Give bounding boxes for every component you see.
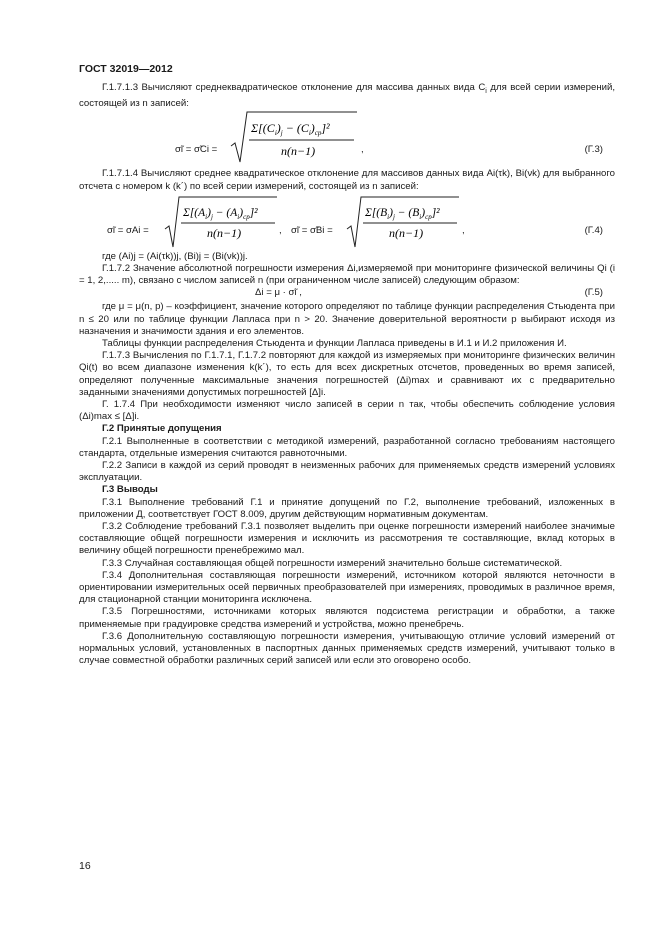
paragraph-g1714: Г.1.7.1.4 Вычисляют среднее квадратическое отклонение для массивов данных вида Ai(τk), Bi(νk) для выбранного отсчета с номером k (k´) по всей серии измерений, состоящей из n записей:: [79, 168, 615, 192]
paragraph-tables: Таблицы функции распределения Стьюдента и функции Лапласа приведены в И.1 и И.2 приложения И.: [102, 337, 567, 349]
document-body: [79, 82, 615, 667]
formula-g3-lhs: σ̃i = σ̃Ci =: [175, 144, 218, 156]
svg-text:n(n−1): n(n−1): [207, 225, 242, 240]
formula-g4-radical-b: [345, 195, 461, 251]
formula-g3: σ̃i = σ̃Ci = $\Sigma[(C_i)_j - (C_i)_{ср}]^2$ n(n−1) , (Г.3): [79, 110, 615, 168]
formula-g4-lhs-a: σ̃i = σAi =: [107, 224, 149, 236]
paragraph-g172: Г.1.7.2 Значение абсолютной погрешности измерения Δi,измеряемой при мониторинге физической величины Qi (i = 1, 2,..... m), связано с числом записей n (при ограниченном числе записей) следующим образом:: [79, 262, 615, 287]
svg-text:Σ[(Ci)j − (Ci)ср]²: $\Sigma[(C_i)_j - (C_i)_{ср}]^2$: [251, 121, 330, 138]
paragraph-g22: Г.2.2 Записи в каждой из серий проводят в неизменных рабочих для применяемых средств измерений условиях эксплуатации.: [79, 459, 615, 484]
paragraph-g35: Г.3.5 Погрешностями, источниками которых являются подсистема регистрации и обработки, а также применяемые при градуировке средства измерений и устройства, можно пренебречь.: [79, 606, 615, 630]
svg-text:Σ[(Bi)j − (Bi)ср]²: $\Sigma[(B_i)_j - (B_i)_{ср}]^2$: [365, 206, 440, 221]
formula-g4-lhs-b: σ̃i = σ̃Bi =: [291, 224, 333, 236]
paragraph-g33: Г.3.3 Случайная составляющая общей погрешности измерений значительно больше систематической.: [102, 557, 563, 569]
paragraph-where-ab: где (Ai)j = (Ai(τk))j, (Bi)j = (Bi(νk))j.: [102, 250, 248, 262]
svg-text:Σ[(Ai)j − (Ai)ср]²: $\Sigma[(A_i)_j - (A_i)_{ср}]^2$: [183, 206, 258, 221]
formula-g5: [79, 287, 615, 301]
document-header: ГОСТ 32019—2012: [79, 63, 173, 75]
formula-g3-number: (Г.3): [584, 144, 603, 156]
formula-g4: σ̃i = σAi = $\Sigma[(A_i)_j - (A_i)_{ср}]^2$ n(n−1) , σ̃i = σ̃Bi = $\Sigma[(B_i)_j - (B_i)_{ср}]^2$ n(n−1) , (Г.4): [79, 193, 615, 251]
formula-g4-radical-a: [163, 195, 279, 251]
paragraph-g36: Г.3.6 Дополнительную составляющую погрешности измерения, учитывающую отличие условий измерений от нормальных условий, установленных в паспортных данных применяемых средств измерений, учитывают только в случае совместной обработки различных серий записей или если это оговорено особо.: [79, 630, 615, 667]
paragraph-g31: Г.3.1 Выполнение требований Г.1 и принятие допущений по Г.2, выполнение требований, изложенных в приложении Д, соответствует ГОСТ 8.009, другим действующим нормативным документам.: [79, 496, 615, 520]
page-number: 16: [79, 860, 91, 872]
formula-g4-number: (Г.4): [584, 224, 603, 236]
paragraph-g34: Г.3.4 Дополнительная составляющая погрешности измерений, источником которой являются неточности в ориентировании измерительных осей первичных преобразователей при измерениях, проводимых в различное время, для стационарной станции мониторинга исключена.: [79, 569, 615, 606]
svg-text:n(n−1): n(n−1): [281, 144, 316, 159]
formula-g3-radical: [229, 110, 359, 166]
formula-g5-number: (Г.5): [584, 287, 603, 299]
paragraph-where-mu: где μ = μ(n, p) – коэффициент, значение которого определяют по таблице функции распределения Стьюдента при n ≤ 20 или по таблице функции Лапласа при n > 20. Значение доверительной вероятности p выбирают исходя из назначения и значимости здания и его элементов.: [79, 301, 615, 337]
paragraph-g174: Г. 1.7.4 При необходимости изменяют число записей в серии n так, чтобы обеспечить соблюдение условия (Δi)max ≤ [Δ]i.: [79, 398, 615, 423]
paragraph-g32: Г.3.2 Соблюдение требований Г.3.1 позволяет выделить при оценке погрешности измерений наиболее значимые составляющие общей погрешности измерения и исключить из рассмотрения те составляющие, вклад которых в величину общей погрешности пренебрежимо мал.: [79, 520, 615, 557]
svg-text:n(n−1): n(n−1): [389, 225, 424, 240]
paragraph-g21: Г.2.1 Выполненные в соответствии с методикой измерений, разработанной согласно требованиям настоящего стандарта, отдельные измерения считаются равноточными.: [79, 435, 615, 459]
paragraph-g173: Г.1.7.3 Вычисления по Г.1.7.1, Г.1.7.2 повторяют для каждой из измеряемых при мониторинге физических величин Qi(t) во всем диапазоне изменения k(k´), то есть для всех дискретных отсчетов, проведенных во время записей, определяют полученные максимальные значения погрешностей (Δi)max и сравнивают их с предварительно заданными значениями допустимых погрешностей [Δ]i.: [79, 350, 615, 398]
heading-g2: Г.2 Принятые допущения: [102, 423, 222, 435]
paragraph-g1713: Г.1.7.1.3 Вычисляют среднеквадратическое отклонение для массива данных вида $C_i$ для всей серии измерений, состоящей из n записей:: [79, 82, 616, 110]
heading-g3: Г.3 Выводы: [102, 484, 158, 496]
formula-g5-expression: Δi = μ · σ̃i ,: [255, 287, 302, 299]
